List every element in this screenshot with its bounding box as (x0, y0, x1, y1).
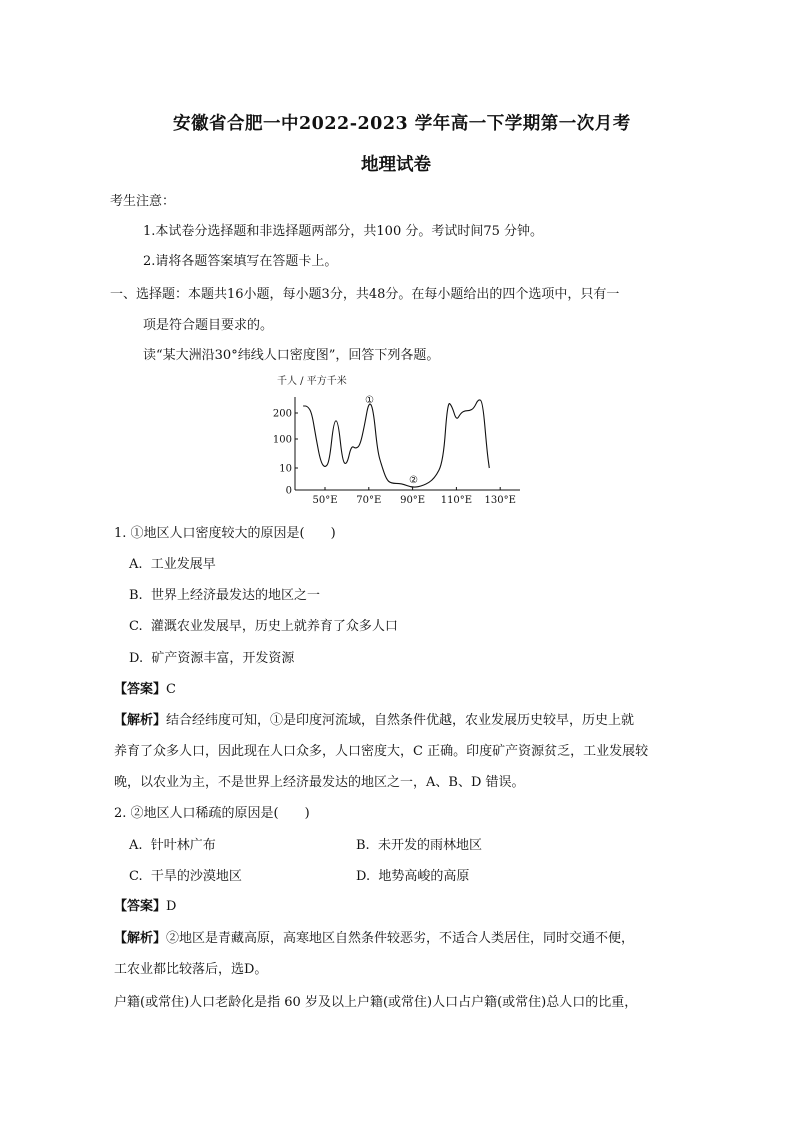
q2-analysis-line2: 工农业都比较落后，选D。 (114, 962, 268, 977)
option-letter: B. (129, 588, 143, 603)
q2-option-b[interactable] (356, 834, 482, 853)
next-passage-text: 户籍(或常住)人口老龄化是指 60 岁及以上户籍(或常住)人口占户籍(或常住)总人口的比重， (114, 995, 638, 1010)
page-title: 安徽省合肥一中2022-2023 学年高一下学期第一次月考 (173, 114, 631, 134)
option-letter: D. (129, 651, 144, 666)
page-subtitle: 地理试卷 (361, 155, 431, 175)
question-lead: 读“某大洲沿30°纬线人口密度图”，回答下列各题。 (143, 348, 440, 363)
option-letter: D. (356, 869, 371, 884)
q1-option-a[interactable] (129, 553, 216, 572)
q1-option-c[interactable] (129, 615, 398, 634)
q2-option-a[interactable] (129, 834, 216, 853)
notice-item-1: 1.本试卷分选择题和非选择题两部分，共100 分。考试时间75 分钟。 (143, 224, 544, 239)
q2-analysis-line1 (114, 927, 634, 946)
chart-y-tick-label: 10 (279, 463, 292, 475)
chart-series-line (303, 400, 489, 487)
option-text: 地势高峻的高原 (378, 869, 470, 884)
q2-option-d[interactable] (356, 865, 469, 884)
chart-y-ticks (273, 409, 298, 497)
chart-x-tick-label: 70°E (356, 495, 382, 506)
q2-option-c[interactable] (129, 865, 242, 884)
q1-option-b[interactable] (129, 584, 320, 603)
q1-option-d[interactable] (129, 647, 294, 666)
notice-heading: 考生注意： (110, 194, 176, 209)
option-letter: A. (129, 557, 143, 572)
option-text: 工业发展早 (150, 557, 216, 572)
analysis-label: 【解析】 (114, 713, 167, 728)
chart-svg (272, 372, 522, 506)
answer-label: 【答案】 (114, 682, 167, 697)
answer-label: 【答案】 (114, 899, 167, 914)
chart-x-tick-label: 90°E (400, 495, 426, 506)
section-intro-line2: 项是符合题目要求的。 (143, 318, 274, 333)
option-letter: C. (129, 619, 143, 634)
q1-analysis-line2: 养育了众多人口，因此现在人口众多，人口密度大，C 正确。印度矿产资源贫乏，工业发展较 (114, 744, 649, 759)
option-text: 世界上经济最发达的地区之一 (150, 588, 320, 603)
chart-x-tick-label: 110°E (440, 495, 473, 506)
q1-analysis-line1 (114, 709, 634, 728)
notice-item-2: 2.请将各题答案填写在答题卡上。 (143, 254, 338, 269)
q1-answer (114, 678, 176, 697)
q2-answer (114, 895, 176, 914)
option-text: 针叶林广布 (150, 838, 216, 853)
chart-marker-2: ② (409, 475, 418, 486)
option-letter: C. (129, 869, 143, 884)
answer-value: C (166, 682, 176, 697)
analysis-text: 结合经纬度可知，①是印度河流域，自然条件优越，农业发展历史较早，历史上就 (166, 713, 635, 728)
section-intro-line1: 一、选择题：本题共16小题，每小题3分，共48分。在每小题给出的四个选项中，只有一 (110, 287, 620, 302)
chart-y-tick-label: 100 (272, 434, 292, 446)
option-letter: B. (356, 838, 370, 853)
chart-y-tick-label: 0 (285, 485, 292, 497)
population-density-chart (272, 372, 522, 506)
option-text: 灌溉农业发展早，历史上就养育了众多人口 (150, 619, 398, 634)
chart-x-tick-label: 130°E (484, 495, 516, 506)
chart-marker-1: ① (365, 395, 374, 406)
option-text: 矿产资源丰富，开发资源 (151, 651, 295, 666)
analysis-label: 【解析】 (114, 931, 167, 946)
q1-stem: 1. ①地区人口密度较大的原因是( ) (114, 526, 336, 541)
chart-ylabel: 千人 / 平方千米 (277, 376, 347, 387)
option-text: 干旱的沙漠地区 (150, 869, 242, 884)
option-text: 未开发的雨林地区 (377, 838, 482, 853)
analysis-text: ②地区是青藏高原，高寒地区自然条件较恶劣，不适合人类居住，同时交通不便， (166, 931, 635, 946)
chart-y-tick-label: 200 (272, 408, 292, 420)
option-letter: A. (129, 838, 143, 853)
q2-stem: 2. ②地区人口稀疏的原因是( ) (114, 806, 310, 821)
answer-value: D (166, 899, 177, 914)
q1-analysis-line3: 晚，以农业为主，不是世界上经济最发达的地区之一，A、B、D 错误。 (114, 775, 525, 790)
chart-x-tick-label: 50°E (312, 495, 338, 506)
